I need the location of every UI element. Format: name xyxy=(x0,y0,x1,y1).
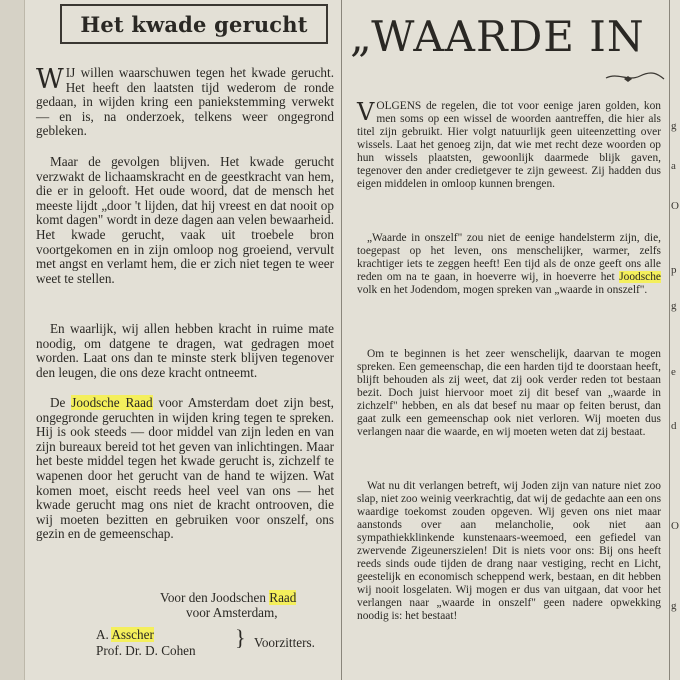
mid-para-3: Om te beginnen is het zeer wenschelijk, daarvan te mogen spreken. Een gemeenschap, die een harden tijd te doorstaan heeft, blijft behouden als zij weet, dat zij ook verder reden tot bestaan bezit. Doch juist hiervoor moet zij dit besef van „waarde in zichzelf" hebben, en als dat besef nu maar op feiten berust, dan gaat zulk een gemeenschap ook niet verloren. Wij moeten dus verlangen naar die waarde, en wij moeten weten dat zij bestaat. xyxy=(357,348,661,438)
mid-para-4: Wat nu dit verlangen betreft, wij Joden zijn van nature niet zoo slap, niet zoo weinig veerkrachtig, dat wij de gedachte aan een ons waardige toekomst zouden opgeven. Wij geven ons niet maar aanstonds over aan melancholie, ook niet aan sympathiekklinkende kunstenaars-weemoed, een gefiedel van zwervende Zigeunerszielen! Dit is niets voor ons: Bij ons heeft reeds sinds oude tijden de drang naar vestiging, recht en Licht, geestelijk en economisch scheppend werk, bestaan, en dit hebben wij nooit losgelaten. Wij mogen er dus van uitgaan, dat voor het verlangen naar „waarde in onszelf" geen nadere opwekking noodig is: het bestaat! xyxy=(357,480,661,622)
left-para-3: En waarlijk, wij allen hebben kracht in ruime mate noodig, om datgene te dragen, wat gedragen moet worden. Laat ons dan te minste sterk blijven tegenover den leugen, die ons deze kracht ontneemt. xyxy=(36,321,334,380)
left-para-4-text: voor Amsterdam doet zijn best, ongegronde geruchten in wijden kring tegen te spreken. Hij is ook steeds — door middel van zijn leden en van zijn bureaux bereid tot het geven van inlichtingen. Maar het beste middel tegen het kwade gerucht is, zichzelf te wapenen door het gerucht van de hand te wijzen. Wat komen moet, eischt reeds heel veel van ons — het kwade gerucht mag ons niet de kracht ontrooven, die wij moeten bezitten en gebruiken voor onszelf, ons gezin en de gemeenschap. xyxy=(36,395,334,542)
mid-article-title: „WAARDE IN xyxy=(350,12,645,61)
signature-name-2: Prof. Dr. D. Cohen xyxy=(96,643,196,658)
signature-role: Voorzitters. xyxy=(254,635,315,650)
column-divider xyxy=(341,0,342,680)
fragment-text: p xyxy=(671,264,677,276)
middle-column xyxy=(351,0,667,680)
left-para-4-pre: De xyxy=(50,395,72,410)
mid-para-1 xyxy=(357,100,661,191)
mid-para-1-text: OLGENS de regelen, die tot voor eenige jaren golden, kon men soms op een wissel de woorden aantreffen, die hier als titel zijn gebruikt. Hier volgt natuurlijk geen uiteenzetting over wissels. Laat het genoeg zijn, dat wie met recht deze woorden op hun wissels plaatsten, gewoonlijk daarmede blijk gaven, tegenover den ander credietgever te zijn geweest. Zij hadden dus eigen middelen in omloop kunnen brengen. xyxy=(357,100,661,190)
dropcap-w: W xyxy=(36,64,64,95)
signature-line-2: voor Amsterdam, xyxy=(186,605,278,620)
right-column-fragment xyxy=(670,0,680,680)
article-headline: Het kwade gerucht xyxy=(80,11,308,37)
brace: } xyxy=(235,625,246,650)
highlight-joodsche-raad: Joodsche Raad xyxy=(71,395,153,410)
fragment-text: d xyxy=(671,420,677,432)
left-para-1-text: IJ willen waarschuwen tegen het kwade gerucht. Het heeft den laatsten tijd wederom de ronde gedaan, in wijden kring een paniekstemming verwekt — en is, na onderzoek, telkens weer ongegrond gebleken. xyxy=(36,65,334,139)
highlight-raad: Raad xyxy=(269,590,297,605)
signature-line-1: Voor den Joodschen Raad xyxy=(160,590,297,605)
left-para-1 xyxy=(36,66,334,139)
left-column xyxy=(32,0,336,680)
mid-para-2: „Waarde in onszelf" zou niet de eenige handelsterm zijn, die, toegepast op het leven, ons menschelijker, warmer, zelfs krachtiger iets te zeggen heeft! Een tijd als de onze geeft ons alle reden om na te gaan, in hoeverre wij, in hoeverre het Joodsche volk en het Jodendom, mogen spreken van „waarde in onszelf". xyxy=(357,232,661,296)
fragment-text: O xyxy=(671,520,679,532)
highlight-asscher: Asscher xyxy=(111,627,154,642)
fragment-text: O xyxy=(671,200,679,212)
fragment-text: g xyxy=(671,300,677,312)
headline-box xyxy=(60,4,328,44)
left-para-2: Maar de gevolgen blijven. Het kwade gerucht verzwakt de lichaamskracht en de geestkracht van hem, die er in gelooft. Het oude woord, dat de mensch het meeste lijdt „door 't lijden, dat hij vreest en dat nooit op komt dagen" wordt in deze dagen aan velen bewaarheid. Het kwade gerucht, vaak uit troebele bron voortgekomen en in zijn omloop nog groeiend, vervult met angst en verlamt hem, die er zich niet tegen te weer weet te stellen. xyxy=(36,154,334,286)
fragment-text: a xyxy=(671,160,676,172)
page-margin xyxy=(0,0,25,680)
fragment-text: g xyxy=(671,120,677,132)
left-para-4 xyxy=(36,396,334,542)
highlight-joodsche: Joodsche xyxy=(619,271,661,283)
fragment-text: e xyxy=(671,366,676,378)
fragment-text: g xyxy=(671,600,677,612)
dropcap-v: V xyxy=(357,98,375,126)
signature-name-1: A. Asscher xyxy=(96,627,154,642)
